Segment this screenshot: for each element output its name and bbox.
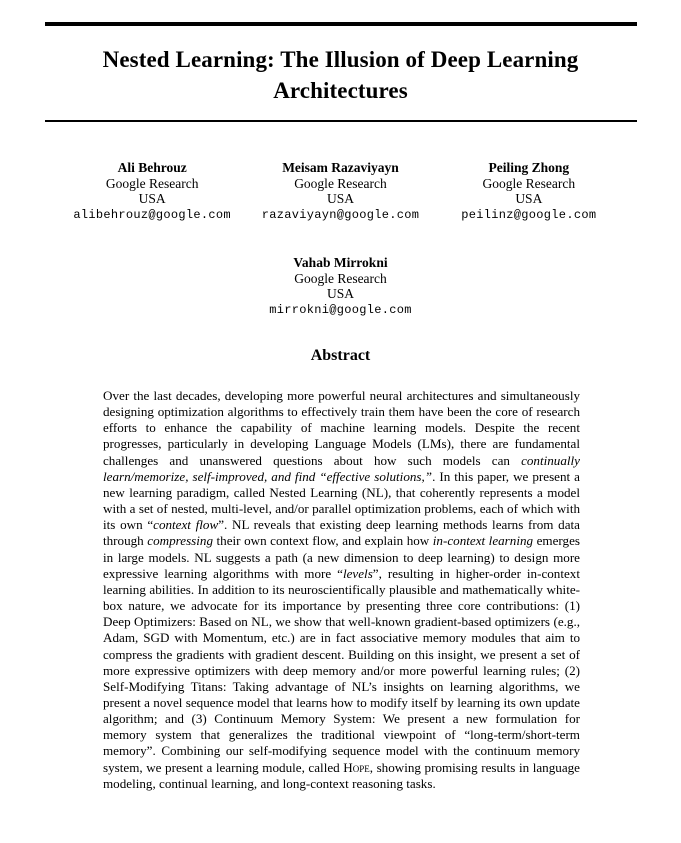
abstract-text-segment: levels <box>342 565 373 581</box>
abstract-text-segment: Over the last decades, developing more powerful neural architectures and simultaneously designing optimization algorithms to effectively train them have been the core of research efforts to enhance the capability of machine learning models. Despite the recent progresses, particularly in developing Language Models (LMs), there are fundamental challenges and unanswered questions about how such models can <box>103 388 580 468</box>
abstract-text-segment: ”, resulting in higher-order in-context learning abilities. In addition to its neuroscientifically plausible and mathematically white-box nature, we advocate for its importance by presenting three core contributions: (1) Deep Optimizers: Based on NL, we show that well-known gradient-based optimizers (e.g., Adam, SGD with Momentum, etc.) are in fact associative memory modules that aim to compress the gradients with gradient descent. Building on this insight, we present a set of more expressive optimizers with deep memory and/or more powerful learning rules; (2) Self-Modifying Titans: Taking advantage of NL’s insights on learning algorithms, we present a novel sequence model that learns how to modify itself by learning its own update algorithm; and (3) Continuum Memory System: We present a new formulation for memory system that generalizes the traditional viewpoint of “long-term/short-term memory”. Combining our self-modifying sequence model with the continuum memory system, we present a learning module, called <box>103 565 580 775</box>
top-rule <box>45 22 637 26</box>
abstract-text-segment: ”. NL reveals that existing deep learning methods learns from data through <box>103 517 580 549</box>
author-country: USA <box>515 191 543 206</box>
title-rule <box>45 120 637 122</box>
abstract-text-segment: continually learn/memorize, self-improved, and find “effective solutions,” <box>103 452 580 484</box>
author-country: USA <box>326 286 354 301</box>
author-block <box>269 255 412 318</box>
abstract-text-segment: . In this paper, we present a new learning paradigm, called Nested Learning (NL), that coherently represents a model with a set of nested, multi-level, and/or parallel optimization problems, each of which with its own “ <box>103 468 580 533</box>
abstract-heading: Abstract <box>310 347 371 364</box>
author-email: alibehrouz@google.com <box>73 207 231 222</box>
author-block <box>58 160 246 223</box>
author-affiliation: Google Research <box>294 175 387 191</box>
author-block <box>246 160 434 223</box>
author-name: Peiling Zhong <box>488 160 570 175</box>
abstract-text-segment: context flow <box>153 517 219 533</box>
author-affiliation: Google Research <box>294 270 387 286</box>
paper-title: Nested Learning: The Illusion of Deep Learning Architectures <box>102 47 579 103</box>
abstract-text-segment: , showing promising results in language modeling, continual learning, and long-context reasoning tasks. <box>103 759 580 791</box>
abstract-body <box>103 388 580 792</box>
abstract-text-segment: in-context learning <box>432 533 534 549</box>
author-affiliation: Google Research <box>482 175 576 191</box>
authors-row-2 <box>0 255 681 318</box>
author-country: USA <box>138 191 166 206</box>
author-name: Meisam Razaviyayn <box>282 160 399 175</box>
author-block <box>435 160 623 223</box>
abstract-text-segment: compressing <box>147 533 213 549</box>
abstract-text-segment: their own context flow, and explain how <box>213 533 433 549</box>
author-email: razaviyayn@google.com <box>261 207 420 222</box>
author-email: peilinz@google.com <box>461 207 597 222</box>
author-name: Ali Behrouz <box>117 160 187 175</box>
abstract-text-segment: Hope <box>343 759 370 775</box>
author-country: USA <box>326 191 354 206</box>
author-name: Vahab Mirrokni <box>293 255 388 270</box>
authors-row-1 <box>58 160 623 223</box>
author-affiliation: Google Research <box>105 175 199 191</box>
abstract-text-segment: emerges in large models. NL suggests a path (a new dimension to deep learning) to design more expressive learning algorithms with more “ <box>103 533 580 581</box>
author-email: mirrokni@google.com <box>269 302 412 317</box>
